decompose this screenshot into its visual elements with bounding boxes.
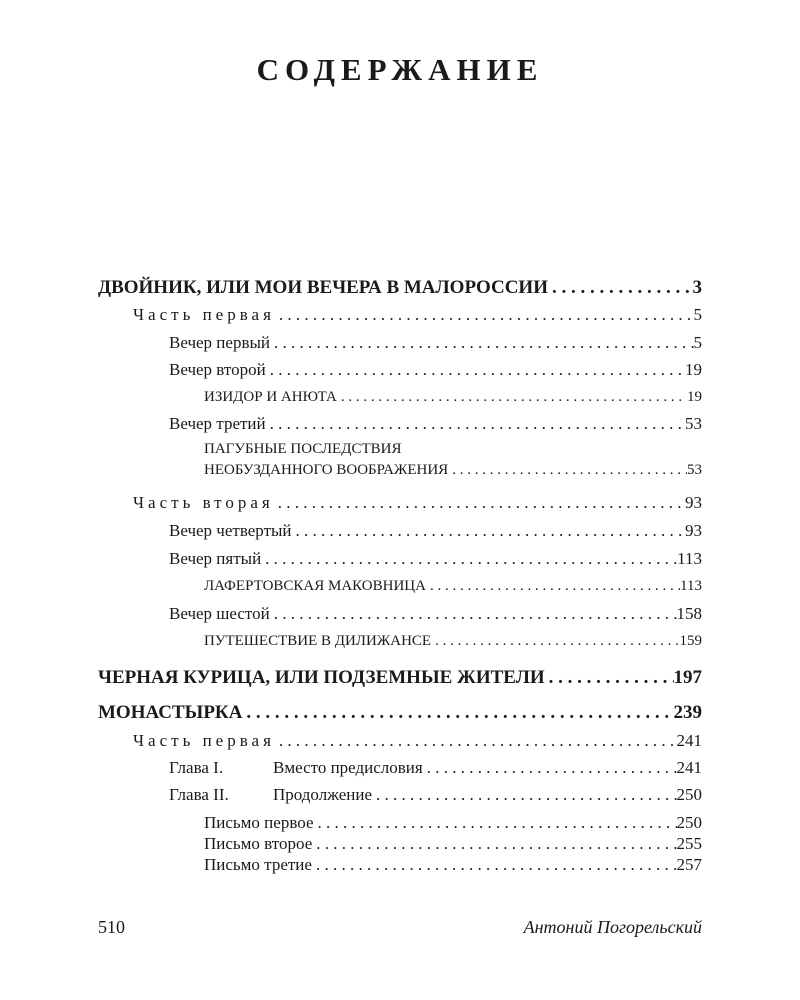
dot-leader: [423, 756, 677, 780]
toc-entry-title: Часть первая: [133, 731, 275, 750]
toc-entry-page: 19: [687, 389, 702, 405]
toc-entry-page: 239: [673, 702, 702, 723]
toc-entry-chapter2[interactable]: [169, 783, 702, 807]
toc-entry-title: Письмо третие: [204, 855, 312, 874]
toc-entry-dvoinik[interactable]: [98, 276, 702, 300]
toc-entry-page: 158: [676, 604, 702, 623]
toc-entry-page: 159: [679, 633, 702, 649]
toc-entry-title: НЕОБУЗДАННОГО ВООБРАЖЕНИЯ: [204, 462, 449, 478]
toc-entry-chapter1[interactable]: [169, 756, 702, 780]
toc-entry-letter3[interactable]: [204, 853, 702, 877]
toc-entry-lafertovskaya[interactable]: [204, 574, 702, 598]
dot-leader: [431, 629, 679, 653]
toc-entry-title: Вечер второй: [169, 360, 266, 379]
chapter-label: Глава II.: [169, 785, 229, 804]
dot-leader: [448, 458, 687, 482]
dot-leader: [545, 666, 674, 690]
toc-entry-title: Письмо второе: [204, 834, 313, 853]
footer-author: Антоний Погорельский: [523, 917, 702, 937]
toc-entry-evening4[interactable]: [169, 519, 702, 543]
toc-entry-pagubnye[interactable]: [204, 458, 702, 482]
toc-entry-title: ДВОЙНИК, ИЛИ МОИ ВЕЧЕРА В МАЛОРОССИИ: [98, 277, 548, 298]
toc-entry-page: 241: [676, 758, 702, 777]
footer-page-number: 510: [98, 917, 125, 937]
toc-entry-title: Часть первая: [133, 305, 275, 324]
toc-entry-page: 5: [693, 305, 702, 324]
dot-leader: [270, 331, 694, 355]
toc-entry-evening3[interactable]: [169, 412, 702, 436]
toc-entry-page: 113: [680, 578, 702, 594]
toc-entry-title: Вместо предисловия: [273, 758, 423, 777]
toc-entry-title: Вечер третий: [169, 414, 266, 433]
chapter-label: Глава I.: [169, 758, 224, 777]
toc-entry-evening5[interactable]: [169, 547, 702, 571]
toc-entry-page: 113: [677, 549, 702, 568]
page-title: СОДЕРЖАНИЕ: [256, 52, 544, 87]
toc-entry-evening1[interactable]: [169, 331, 702, 355]
toc-entry-title: Письмо первое: [204, 813, 314, 832]
toc-entry-title: ИЗИДОР И АНЮТА: [204, 389, 337, 405]
dot-leader: [312, 853, 677, 877]
toc-entry-part2[interactable]: [133, 491, 702, 515]
toc-entry-monastyrka[interactable]: [98, 701, 702, 725]
dot-leader: [372, 783, 676, 807]
toc-entry-title: Вечер пятый: [169, 549, 262, 568]
toc-entry-monastyrka-part1[interactable]: [133, 729, 702, 753]
toc-entry-title: Вечер первый: [169, 333, 270, 352]
toc-entry-puteshestvie[interactable]: [204, 629, 702, 653]
dot-leader: [275, 303, 694, 327]
toc-entry-izidor[interactable]: [204, 385, 702, 409]
dot-leader: [548, 276, 693, 300]
toc-entry-page: 3: [692, 277, 702, 298]
toc-entry-page: 19: [685, 360, 702, 379]
toc-entry-title: ЧЕРНАЯ КУРИЦА, ИЛИ ПОДЗЕМНЫЕ ЖИТЕЛИ: [98, 667, 545, 688]
toc-entry-page: 53: [687, 462, 702, 478]
toc-entry-page: 255: [676, 834, 702, 853]
dot-leader: [266, 358, 685, 382]
toc-entry-title: ПУТЕШЕСТВИЕ В ДИЛИЖАНСЕ: [204, 633, 432, 649]
toc-entry-title: МОНАСТЫРКА: [98, 702, 243, 723]
toc-entry-title: Продолжение: [273, 785, 373, 804]
toc-entry-page: 241: [676, 731, 702, 750]
dot-leader: [292, 519, 685, 543]
dot-leader: [337, 385, 687, 409]
toc-entry-page: 93: [685, 521, 702, 540]
toc-entry-title: Часть вторая: [133, 493, 274, 512]
dot-leader: [261, 547, 677, 571]
toc-entry-page: 257: [676, 855, 702, 874]
dot-leader: [270, 602, 677, 626]
toc-entry-part1[interactable]: [133, 303, 702, 327]
toc-entry-evening6[interactable]: [169, 602, 702, 626]
dot-leader: [266, 412, 685, 436]
toc-entry-title: Вечер четвертый: [169, 521, 292, 540]
dot-leader: [426, 574, 680, 598]
dot-leader: [274, 491, 685, 515]
toc-entry-page: 250: [676, 813, 702, 832]
toc-entry-page: 250: [676, 785, 702, 804]
toc-entry-title: Вечер шестой: [169, 604, 270, 623]
toc-entry-kuritsa[interactable]: [98, 666, 702, 690]
dot-leader: [242, 701, 673, 725]
toc-entry-page: 53: [685, 414, 702, 433]
toc-entry-evening2[interactable]: [169, 358, 702, 382]
toc-entry-title-line1: ПАГУБНЫЕ ПОСЛЕДСТВИЯ: [204, 441, 402, 457]
toc-entry-page: 93: [685, 493, 702, 512]
dot-leader: [275, 729, 677, 753]
toc-entry-page: 197: [673, 667, 702, 688]
toc-entry-title: ЛАФЕРТОВСКАЯ МАКОВНИЦА: [204, 578, 426, 594]
toc-entry-page: 5: [693, 333, 702, 352]
